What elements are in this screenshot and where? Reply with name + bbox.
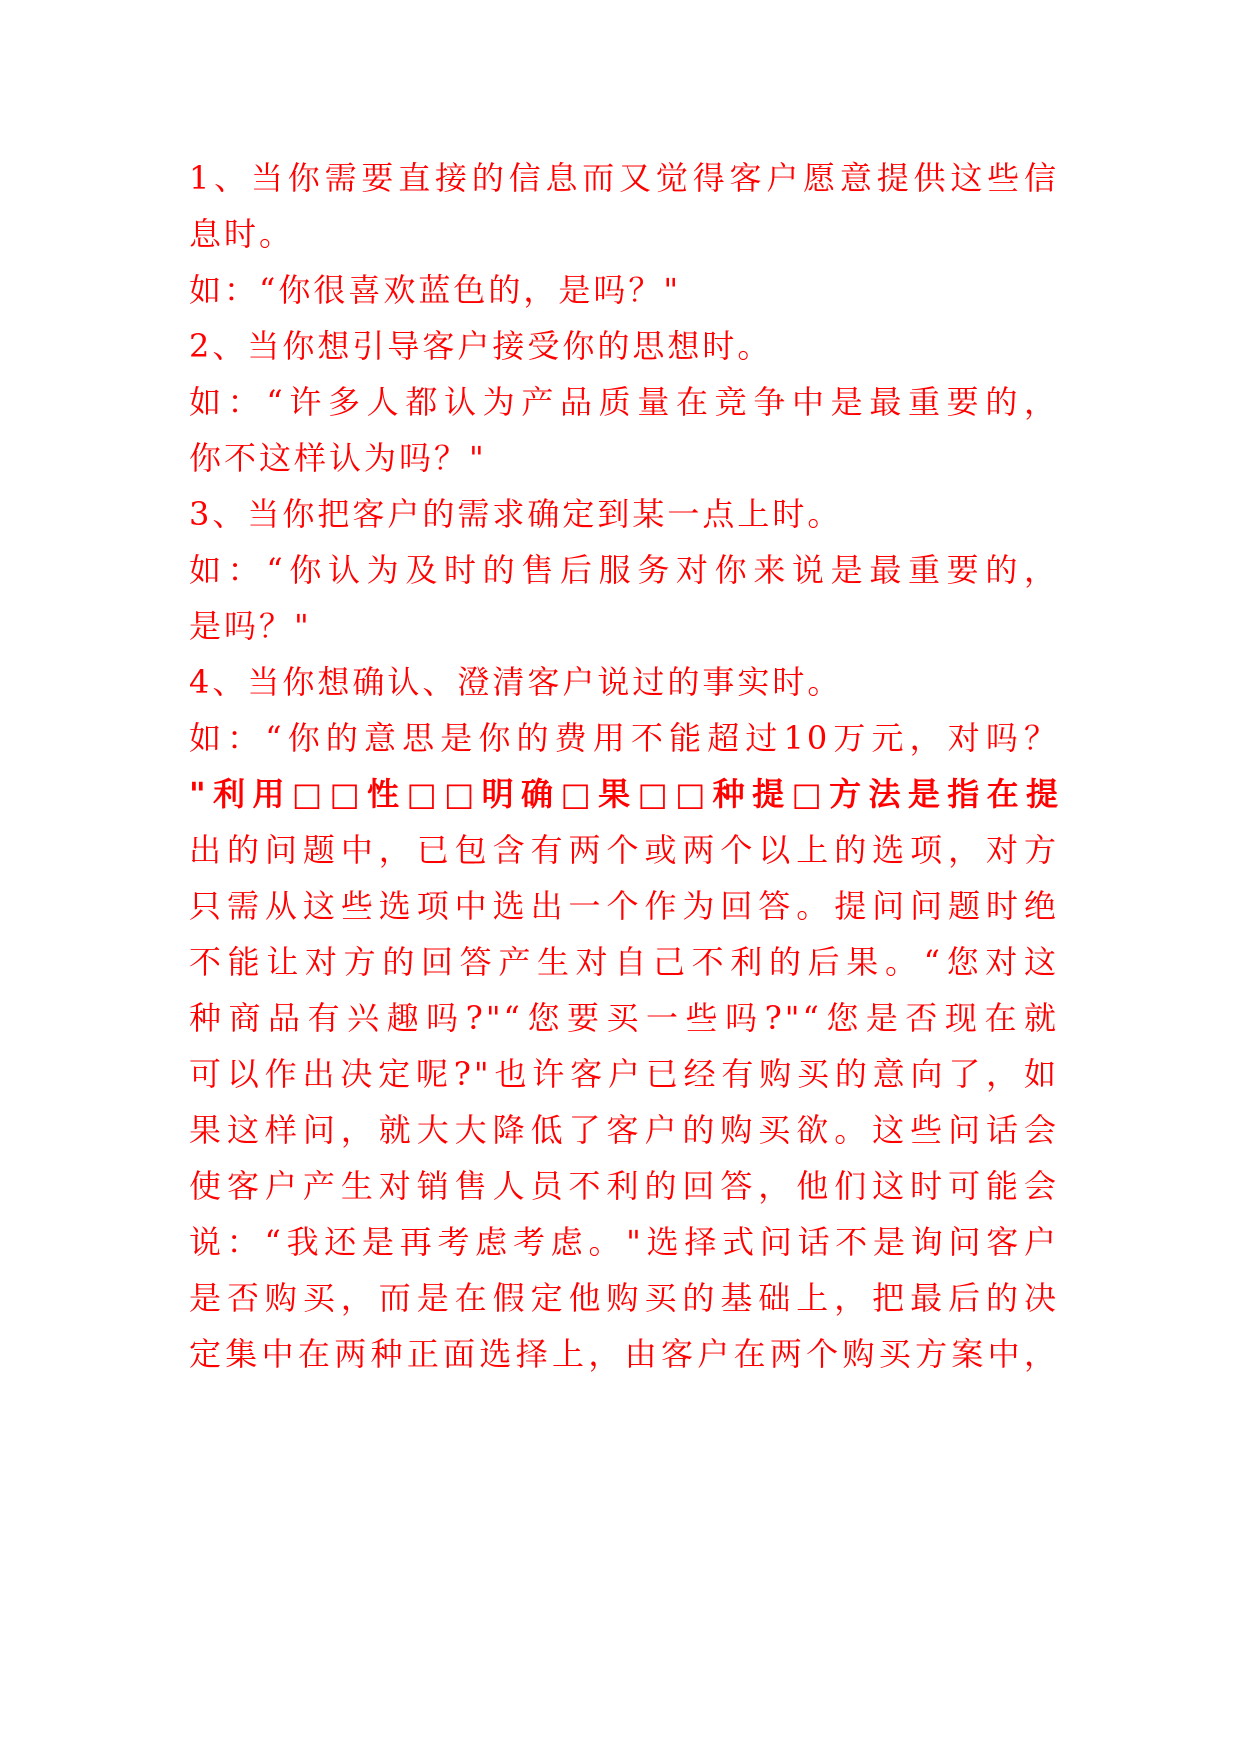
text-line: 种商品有兴趣吗?"“您要买一些吗?"“您是否现在就 xyxy=(189,999,1059,1037)
text-line: 使客户产生对销售人员不利的回答，他们这时可能会 xyxy=(189,1167,1059,1205)
text-line: 如：“你认为及时的售后服务对你来说是最重要的， xyxy=(189,551,1059,589)
text-line: 1、当你需要直接的信息而又觉得客户愿意提供这些信 xyxy=(189,159,1059,197)
text-line: 4、当你想确认、澄清客户说过的事实时。 xyxy=(189,663,843,701)
text-line: 如：“许多人都认为产品质量在竞争中是最重要的， xyxy=(189,383,1059,421)
text-line: 如：“你的意思是你的费用不能超过10万元，对吗？ xyxy=(189,719,1059,757)
text-line: 2、当你想引导客户接受你的思想时。 xyxy=(189,327,773,365)
text-line-bold: "利用□□性□□明确□果□□种提□方法是指在提 xyxy=(189,775,1059,813)
text-line: 只需从这些选项中选出一个作为回答。提问问题时绝 xyxy=(189,887,1059,925)
text-line: 是否购买，而是在假定他购买的基础上，把最后的决 xyxy=(189,1279,1059,1317)
text-line: 说：“我还是再考虑考虑。"选择式问话不是询问客户 xyxy=(189,1223,1059,1261)
text-line: 定集中在两种正面选择上，由客户在两个购买方案中， xyxy=(189,1335,1059,1373)
text-line: 你不这样认为吗？" xyxy=(189,439,487,477)
text-line: 不能让对方的回答产生对自己不利的后果。“您对这 xyxy=(189,943,1059,981)
text-line: 可以作出决定呢?"也许客户已经有购买的意向了，如 xyxy=(189,1055,1059,1093)
text-line: 如：“你很喜欢蓝色的，是吗？" xyxy=(189,271,682,309)
text-line: 息时。 xyxy=(189,215,295,253)
text-line: 果这样问，就大大降低了客户的购买欲。这些问话会 xyxy=(189,1111,1059,1149)
text-line: 3、当你把客户的需求确定到某一点上时。 xyxy=(189,495,843,533)
text-line: 是吗？" xyxy=(189,607,312,645)
text-line: 出的问题中，已包含有两个或两个以上的选项，对方 xyxy=(189,831,1059,869)
